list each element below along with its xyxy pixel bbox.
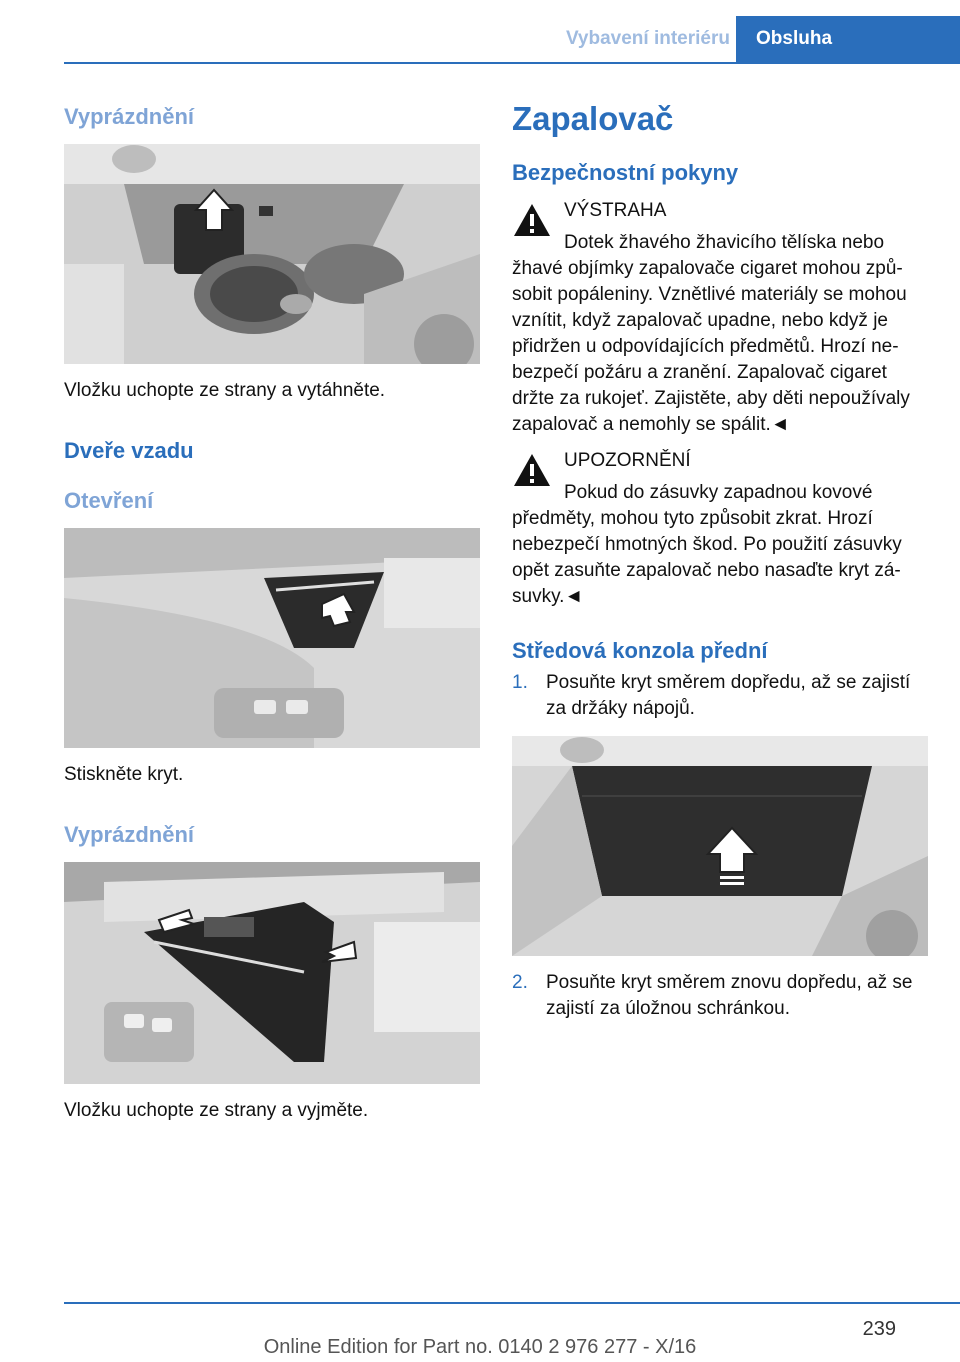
warning-line: držte za rukojeť. Zajistěte, aby děti nepoužívaly xyxy=(512,388,910,409)
header-tab: Obsluha xyxy=(736,16,960,62)
step-line: zajistí za úložnou schránkou. xyxy=(546,998,790,1019)
notice-line: nebezpečí hmotných škod. Po použití zásuvky xyxy=(512,534,902,555)
photo-ashtray-console xyxy=(64,144,480,364)
heading-open: Otevření xyxy=(64,488,154,513)
heading-empty-1: Vyprázdnění xyxy=(64,104,194,129)
caption-2: Stiskněte kryt. xyxy=(64,764,184,785)
step-number: 2. xyxy=(512,972,528,993)
warning-line: sobit popáleniny. Vznětlivé materiály se mohou xyxy=(512,284,907,305)
photo-console-cover xyxy=(512,736,928,956)
notice-line: předměty, mohou tyto způsobit zkrat. Hrozí xyxy=(512,508,873,529)
page-title: Zapalovač xyxy=(512,100,674,137)
notice-line: Pokud do zásuvky zapadnou kovové xyxy=(564,482,873,503)
step-number: 1. xyxy=(512,672,528,693)
warning-line: zapalovač a nemohly se spálit.◄ xyxy=(512,414,790,435)
heading-empty-2: Vyprázdnění xyxy=(64,822,194,847)
footer-rule xyxy=(64,1302,960,1304)
warning-line: přidržen u odpovídajících předmětů. Hrozí ne‐ xyxy=(512,336,899,357)
header-section-title: Vybavení interiéru xyxy=(565,28,730,49)
warning-line: žhavé objímky zapalovače cigaret mohou způ‐ xyxy=(512,258,903,279)
heading-rear-doors: Dveře vzadu xyxy=(64,438,194,463)
warning-icon xyxy=(512,202,552,238)
warning-line: Dotek žhavého žhavicího tělíska nebo xyxy=(564,232,885,253)
warning-line: bezpečí požáru a zranění. Zapalovač cigaret xyxy=(512,362,887,383)
step-line: Posuňte kryt směrem znovu dopředu, až se xyxy=(546,972,913,993)
photo-door-cover xyxy=(64,528,480,748)
header-rule xyxy=(64,62,960,64)
heading-safety: Bezpečnostní pokyny xyxy=(512,160,739,185)
step-line: za držáky nápojů. xyxy=(546,698,695,719)
notice-line: opět zasuňte zapalovač nebo nasaďte kryt zá‐ xyxy=(512,560,901,581)
warning-label: VÝSTRAHA xyxy=(564,200,667,221)
notice-icon xyxy=(512,452,552,488)
heading-console: Středová konzola přední xyxy=(512,638,768,663)
caption-1: Vložku uchopte ze strany a vytáhněte. xyxy=(64,380,386,401)
page-number: 239 xyxy=(862,1318,896,1340)
photo-door-ashtray-insert xyxy=(64,862,480,1084)
caption-3: Vložku uchopte ze strany a vyjměte. xyxy=(64,1100,369,1121)
step-line: Posuňte kryt směrem dopředu, až se zajistí xyxy=(546,672,911,693)
warning-line: vznítit, když zapalovač upadne, nebo když je xyxy=(512,310,889,331)
edition-note: Online Edition for Part no. 0140 2 976 277 - X/16 xyxy=(263,1336,697,1358)
notice-label: UPOZORNĚNÍ xyxy=(564,450,691,471)
notice-line: suvky.◄ xyxy=(512,586,584,607)
